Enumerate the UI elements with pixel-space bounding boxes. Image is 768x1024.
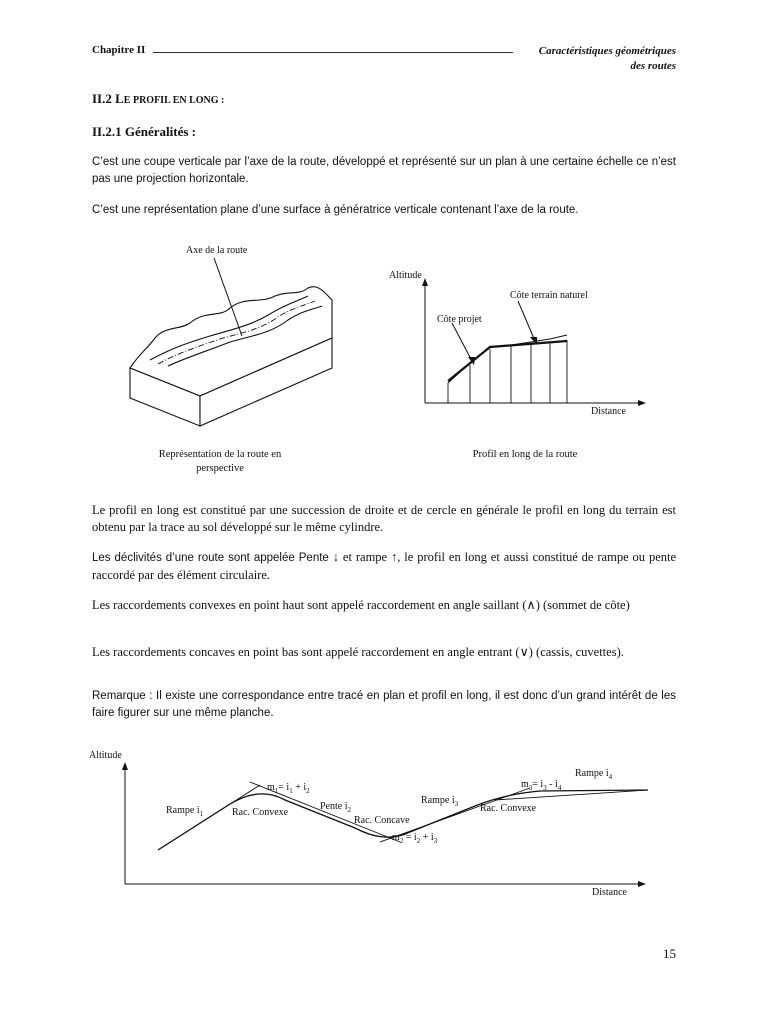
- rampe-i4-text: Rampe i: [575, 768, 609, 779]
- project-level-label: Côte projet: [437, 314, 482, 325]
- rampe-i4-label: [575, 768, 612, 781]
- m3-text: m: [521, 779, 529, 790]
- m2-text: m: [392, 832, 400, 843]
- paragraph-convex: [92, 597, 676, 614]
- rampe-i1-label: [166, 805, 203, 818]
- rampe-i1-sub: 1: [199, 810, 204, 818]
- m3-sub-a: 3: [543, 784, 547, 792]
- rampe-i3-label: [421, 795, 458, 808]
- connection-y-label: Altitude: [89, 750, 122, 761]
- pente-i2-label: [320, 801, 351, 814]
- page-number: 15: [663, 946, 676, 961]
- pente-i2-text: Pente i: [320, 801, 348, 812]
- m2-eq: = i: [403, 832, 417, 843]
- m2-sub-b: 3: [433, 837, 438, 845]
- header-title-line1: Caractéristiques géométriques: [538, 45, 676, 57]
- rampe-i1-text: Rampe i: [166, 805, 200, 816]
- profile-y-label: Altitude: [389, 270, 422, 281]
- paragraph-definition: C’est une coupe verticale par l’axe de la route, développé et représenté sur un plan à une certaine échelle ce n’est pas une projection horizontale.: [92, 156, 676, 185]
- header-title-line2: des routes: [630, 60, 676, 72]
- concave-text-b: ) (cassis, cuvettes).: [528, 645, 624, 659]
- m1-plus: + i: [292, 782, 307, 793]
- m1-sub-a: 1: [289, 787, 293, 795]
- profile-x-label: Distance: [591, 406, 626, 417]
- paragraph-slopes: [92, 549, 676, 584]
- m3-sub-b: 4: [557, 784, 562, 792]
- paragraph-remark: Remarque : Il existe une correspondance entre tracé en plan et profil en long, il est donc d’un grand intérêt de les faire figurer sur une même planche.: [92, 690, 676, 719]
- m3-minus: - i: [546, 779, 558, 790]
- m1-sub-b: 2: [306, 787, 310, 795]
- profile-caption: Profil en long de la route: [472, 449, 578, 460]
- slopes-text-b: et rampe: [342, 550, 388, 564]
- connection-x-label: Distance: [592, 887, 627, 898]
- m2-plus: + i: [420, 832, 434, 843]
- axis-road-label: Axe de la route: [186, 245, 248, 256]
- paragraph-concave: [92, 644, 676, 661]
- m1-sub: 1: [274, 787, 279, 795]
- header-rule: [153, 52, 513, 53]
- header-title: [539, 44, 676, 74]
- rampe-i3-sub: 3: [454, 800, 459, 808]
- section-initial: L: [115, 91, 124, 106]
- natural-terrain-label: Côte terrain naturel: [510, 290, 588, 301]
- subsection-heading: II.2.1 Généralités :: [92, 124, 196, 139]
- concave-connection-label: Rac. Concave: [354, 815, 410, 826]
- road-perspective-figure: [110, 238, 350, 438]
- gradient-connection-figure: [110, 760, 670, 900]
- concave-text-a: Les raccordements concaves en point bas sont appelé raccordement en angle entrant (: [92, 645, 520, 659]
- m3-sub: 3: [528, 784, 533, 792]
- rampe-i4-sub: 4: [608, 773, 613, 781]
- m3-label: [521, 779, 561, 792]
- arrow-down-icon: ↓: [332, 550, 339, 564]
- section-heading: [92, 91, 224, 107]
- section-number: II.2: [92, 91, 112, 106]
- header-chapter: Chapitre II: [92, 44, 146, 56]
- m1-label: [267, 782, 310, 795]
- convex-text-b: ) (sommet de côte): [535, 598, 630, 612]
- slopes-text-a: Les déclivités d’une route sont appelée Pente: [92, 552, 329, 564]
- convex-connection-label-2: Rac. Convexe: [480, 803, 537, 814]
- angle-down-icon: ∨: [519, 645, 529, 659]
- pente-i2-sub: 2: [347, 806, 351, 814]
- angle-up-icon: ∧: [526, 598, 536, 612]
- convex-text-a: Les raccordements convexes en point haut sont appelé raccordement en angle saillant (: [92, 598, 527, 612]
- rampe-i3-text: Rampe i: [421, 795, 455, 806]
- perspective-caption: Représentation de la route en perspective: [158, 449, 282, 474]
- m2-label: [392, 832, 437, 845]
- arrow-up-icon: ↑: [391, 550, 398, 564]
- convex-connection-label-1: Rac. Convexe: [232, 807, 289, 818]
- section-title: E PROFIL EN LONG :: [123, 95, 225, 106]
- m2-sub-a: 2: [416, 837, 421, 845]
- paragraph-representation: C’est une représentation plane d’une surface à génératrice verticale contenant l’axe de la route.: [92, 204, 579, 216]
- slopes-text-c: , le profil en long et aussi constitué de rampe ou pente raccordé par des élément circulaire.: [92, 550, 677, 582]
- m1-text: m: [267, 782, 275, 793]
- m2-sub: 2: [399, 837, 404, 845]
- m1-eq: = i: [278, 782, 290, 793]
- m3-eq: = i: [532, 779, 544, 790]
- paragraph-composition: Le profil en long est constitué par une succession de droite et de cercle en générale le profil en long du terrain est obtenu par la trace au sol développé sur le même cylindre.: [92, 503, 676, 534]
